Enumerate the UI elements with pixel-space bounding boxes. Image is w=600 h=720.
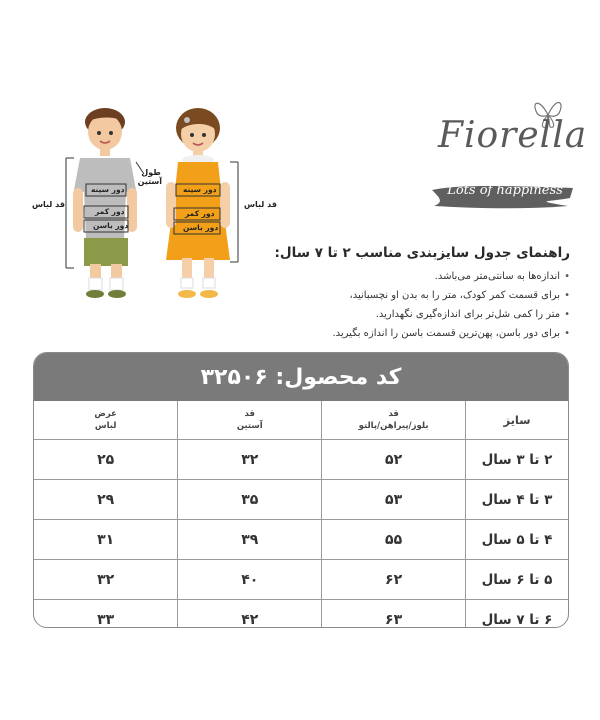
guide-title: راهنمای جدول سایزبندی مناسب ۲ تا ۷ سال: bbox=[274, 245, 570, 261]
label-boy-hip: دور باسن bbox=[93, 221, 129, 230]
label-girl-hip: دور باسن bbox=[183, 223, 219, 232]
label-garment-length-girl: قد لباس bbox=[244, 200, 277, 209]
cell-width: ۲۹ bbox=[34, 480, 178, 520]
column-header-width: عرض لباس bbox=[34, 401, 178, 440]
table-row bbox=[34, 440, 568, 480]
size-table bbox=[34, 401, 568, 628]
cell-size: ۵ تا ۶ سال bbox=[466, 560, 569, 600]
size-table-card bbox=[33, 352, 569, 628]
brand-logo bbox=[430, 95, 588, 220]
label-sleeve-length: طول آستین bbox=[137, 168, 162, 186]
cell-width: ۳۲ bbox=[34, 560, 178, 600]
cell-length: ۵۵ bbox=[322, 520, 466, 560]
label-boy-waist: دور کمر bbox=[95, 207, 125, 216]
label-girl-chest: دور سینه bbox=[183, 185, 217, 194]
label-garment-length-boy: قد لباس bbox=[32, 200, 65, 209]
brand-tagline: Lots of happiness bbox=[447, 183, 563, 198]
cell-sleeve: ۳۹ bbox=[178, 520, 322, 560]
column-header-size: سایز bbox=[466, 401, 569, 440]
brand-name: Fiorella bbox=[438, 115, 588, 156]
cell-sleeve: ۳۵ bbox=[178, 480, 322, 520]
table-row bbox=[34, 480, 568, 520]
size-guide bbox=[240, 245, 570, 343]
guide-item: • برای دور باسن، پهن‌ترین قسمت باسن را اندازه بگیرید. bbox=[240, 324, 570, 343]
cell-length: ۶۳ bbox=[322, 600, 466, 629]
table-header-row bbox=[34, 401, 568, 440]
column-header-sleeve: قد آستین bbox=[178, 401, 322, 440]
table-row bbox=[34, 600, 568, 629]
label-girl-waist: دور کمر bbox=[185, 209, 215, 218]
product-code-header: کد محصول: ۳۲۵۰۶ bbox=[34, 353, 568, 401]
cell-size: ۳ تا ۴ سال bbox=[466, 480, 569, 520]
cell-length: ۵۲ bbox=[322, 440, 466, 480]
guide-item: • برای قسمت کمر کودک، متر را به بدن او نچسبانید، bbox=[240, 286, 570, 305]
guide-list bbox=[240, 267, 570, 343]
cell-width: ۲۵ bbox=[34, 440, 178, 480]
cell-length: ۶۲ bbox=[322, 560, 466, 600]
table-row bbox=[34, 560, 568, 600]
cell-size: ۶ تا ۷ سال bbox=[466, 600, 569, 629]
boy-figure bbox=[66, 108, 137, 298]
cell-size: ۴ تا ۵ سال bbox=[466, 520, 569, 560]
cell-sleeve: ۴۰ bbox=[178, 560, 322, 600]
column-header-length: قد بلوز/پیراهن/پالتو bbox=[322, 401, 466, 440]
label-boy-chest: دور سینه bbox=[91, 185, 125, 194]
cell-sleeve: ۳۲ bbox=[178, 440, 322, 480]
table-row bbox=[34, 520, 568, 560]
guide-item: • اندازه‌ها به سانتی‌متر می‌باشد. bbox=[240, 267, 570, 286]
guide-item: • متر را کمی شل‌تر برای اندازه‌گیری نگهدارید. bbox=[240, 305, 570, 324]
cell-size: ۲ تا ۳ سال bbox=[466, 440, 569, 480]
cell-width: ۳۱ bbox=[34, 520, 178, 560]
cell-length: ۵۳ bbox=[322, 480, 466, 520]
cell-width: ۳۳ bbox=[34, 600, 178, 629]
girl-figure bbox=[166, 108, 238, 298]
cell-sleeve: ۴۲ bbox=[178, 600, 322, 629]
